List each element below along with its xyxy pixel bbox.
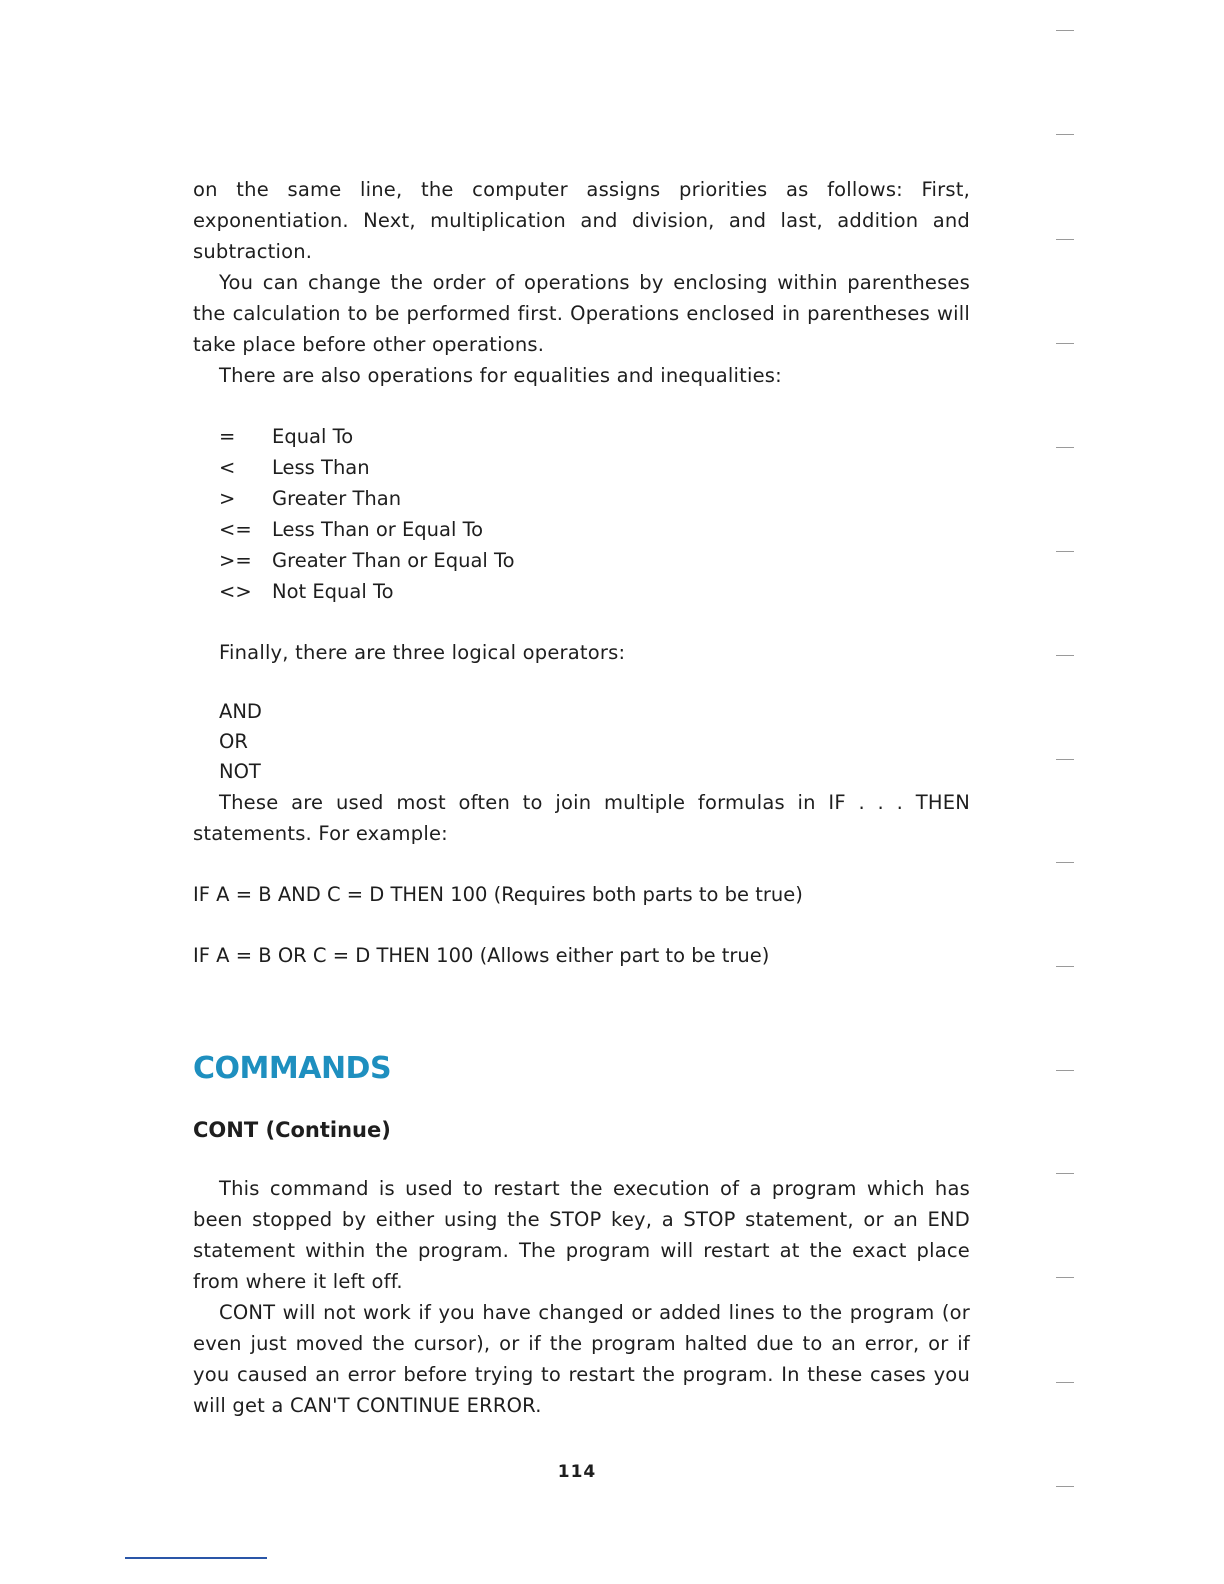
section-heading: COMMANDS (193, 1051, 392, 1086)
command-title: CONT (Continue) (193, 1118, 391, 1142)
intro-paragraph: You can change the order of operations by enclosing within parentheses the calculation to be performed first. Operations enclosed in parentheses will take place before other operations. (193, 271, 970, 356)
edge-tick (1056, 1173, 1074, 1174)
operator-label: Equal To (272, 425, 354, 448)
edge-tick (1056, 966, 1074, 967)
example-line: IF A = B OR C = D THEN 100 (Allows either part to be true) (193, 944, 770, 967)
operator-label: Less Than or Equal To (272, 518, 484, 541)
edge-tick (1056, 134, 1074, 135)
operator-item (219, 514, 970, 545)
page-edge-marks (1056, 0, 1086, 1584)
logical-operator: AND (219, 700, 262, 723)
command-paragraph: CONT will not work if you have changed or added lines to the program (or even just moved the cursor), or if the program halted due to an error, or if you caused an error before trying to restart the program. In these cases you will get a CAN'T CONTINUE ERROR. (193, 1301, 970, 1417)
edge-tick (1056, 1070, 1074, 1071)
operator-symbol: = (219, 425, 236, 448)
edge-tick (1056, 30, 1074, 31)
operator-label: Greater Than (272, 487, 402, 510)
operator-label: Not Equal To (272, 580, 394, 603)
operator-symbol: <> (219, 580, 252, 603)
scan-artifact-line (125, 1557, 267, 1559)
operator-item (219, 576, 970, 607)
logical-usage-paragraph: These are used most often to join multiple formulas in IF . . . THEN statements. For example: (193, 791, 970, 845)
logical-operator-list (219, 697, 970, 787)
command-paragraph: This command is used to restart the execution of a program which has been stopped by either using the STOP key, a STOP statement, or an END statement within the program. The program will restart at the exact place from where it left off. (193, 1177, 970, 1293)
operator-item (219, 452, 970, 483)
edge-tick (1056, 1486, 1074, 1487)
operator-label: Greater Than or Equal To (272, 549, 515, 572)
logical-intro: Finally, there are three logical operators: (219, 641, 626, 664)
edge-tick (1056, 1382, 1074, 1383)
logical-operator: NOT (219, 760, 261, 783)
edge-tick (1056, 551, 1074, 552)
edge-tick (1056, 343, 1074, 344)
edge-tick (1056, 759, 1074, 760)
edge-tick (1056, 655, 1074, 656)
operator-item (219, 483, 970, 514)
relational-operator-list (219, 421, 970, 607)
edge-tick (1056, 447, 1074, 448)
edge-tick (1056, 1277, 1074, 1278)
operator-item (219, 545, 970, 576)
operator-symbol: >= (219, 549, 252, 572)
edge-tick (1056, 239, 1074, 240)
page-number: 114 (557, 1462, 597, 1482)
intro-paragraph: There are also operations for equalities and inequalities: (219, 364, 782, 387)
intro-paragraph: on the same line, the computer assigns priorities as follows: First, exponentiation. Next, multiplication and division, and last, addition and subtraction. (193, 178, 970, 263)
operator-symbol: <= (219, 518, 252, 541)
logical-operator: OR (219, 730, 248, 753)
edge-tick (1056, 862, 1074, 863)
operator-item (219, 421, 970, 452)
operator-symbol: > (219, 487, 236, 510)
example-line: IF A = B AND C = D THEN 100 (Requires both parts to be true) (193, 883, 803, 906)
operator-label: Less Than (272, 456, 370, 479)
operator-symbol: < (219, 456, 236, 479)
page-body (193, 174, 970, 1421)
